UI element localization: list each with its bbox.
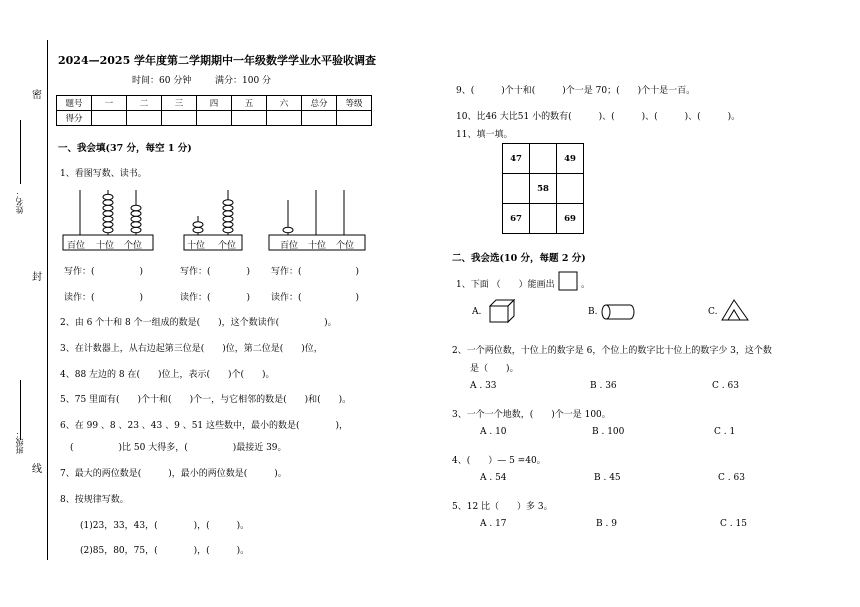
score-cell: 总分 <box>302 96 337 111</box>
cylinder-icon[interactable] <box>600 303 636 321</box>
score-input-cell[interactable] <box>162 111 197 126</box>
score-cell: 三 <box>162 96 197 111</box>
sec2-question-5: 5、12 比（ ）多 3。 <box>452 502 553 512</box>
beads <box>103 194 141 233</box>
sec2-q4-option-b[interactable]: B . 45 <box>594 473 621 483</box>
sec2-q4-option-a[interactable]: A . 54 <box>480 473 507 483</box>
question-1: 1、看图写数、读书。 <box>60 169 147 179</box>
seal-char-feng: 封 <box>32 272 42 283</box>
question-9: 9、( )个十和( )个一是 70；( )个十是一百。 <box>456 86 696 96</box>
score-cell: 五 <box>232 96 267 111</box>
sec2-q4-option-c[interactable]: C . 63 <box>718 473 745 483</box>
score-input-cell[interactable] <box>127 111 162 126</box>
score-cell: 六 <box>267 96 302 111</box>
number-grid <box>502 143 584 234</box>
sec2-q3-option-a[interactable]: A . 10 <box>480 427 507 437</box>
score-table-score-row <box>57 111 372 126</box>
score-table <box>56 95 372 126</box>
sec2-question-3: 3、一个一个地数，( )个一是 100。 <box>452 410 611 420</box>
option-c-label[interactable]: C. <box>708 307 718 317</box>
sec2-q5-option-a[interactable]: A . 17 <box>480 519 507 529</box>
exam-full-score: 满分：100 分 <box>215 76 272 86</box>
seal-char-mi: 密 <box>32 90 42 101</box>
question-7: 7、最大的两位数是( )，最小的两位数是( )。 <box>60 469 287 479</box>
abacus1-label-hundreds: 百位 <box>67 241 86 251</box>
section2-heading: 二、我会选(10 分，每题 2 分) <box>452 253 586 264</box>
question-6a: 6、在 99 、8 、23 、43 、9 、51 这些数中，最小的数是( )， <box>60 421 349 431</box>
abacus1-label-ones: 个位 <box>124 241 143 251</box>
score-cell: 四 <box>197 96 232 111</box>
section1-heading: 一、我会填(37 分，每空 1 分) <box>58 143 192 154</box>
sec2-q2-option-a[interactable]: A . 33 <box>470 381 497 391</box>
sec2-q5-option-c[interactable]: C . 15 <box>720 519 747 529</box>
sec2-question-2: 2、一个两位数，十位上的数字是 6，个位上的数字比十位上的数字少 3，这个数 <box>452 346 772 356</box>
grid-cell: 58 <box>530 174 557 204</box>
score-cell: 一 <box>92 96 127 111</box>
abacus3-label-tens: 十位 <box>308 241 327 251</box>
score-input-cell[interactable] <box>337 111 372 126</box>
grid-cell: 47 <box>503 144 530 174</box>
sec2-q3-option-c[interactable]: C . 1 <box>714 427 736 437</box>
write-blank-2[interactable]: 写作：( ) <box>180 267 251 277</box>
question-5: 5、75 里面有( )个十和( )个一，与它相邻的数是( )和( )。 <box>60 395 352 405</box>
sec2-question-1: 1、下面 （ ）能画出 <box>456 280 555 290</box>
question-8-2: (2)85，80，75，( )，( )。 <box>80 546 250 556</box>
read-blank-1[interactable]: 读作：( ) <box>64 293 144 303</box>
score-cell: 二 <box>127 96 162 111</box>
question-10: 10、比46 大比51 小的数有( )、( )、( )、( )。 <box>456 112 741 122</box>
seal-char-xian: 线 <box>32 464 42 475</box>
grid-cell: 69 <box>557 204 584 234</box>
square-shape-icon <box>558 271 578 291</box>
question-2: 2、由 6 个十和 8 个一组成的数是( )，这个数读作( )。 <box>60 318 337 328</box>
grid-blank-cell[interactable] <box>530 144 557 174</box>
score-table-header-row <box>57 96 372 111</box>
sec2-q5-option-b[interactable]: B . 9 <box>596 519 617 529</box>
grid-blank-cell[interactable] <box>503 174 530 204</box>
name-label: 姓名： <box>15 190 24 214</box>
sec2-q2-option-b[interactable]: B . 36 <box>590 381 617 391</box>
binding-line <box>47 40 48 560</box>
grid-cell: 67 <box>503 204 530 234</box>
option-a-label[interactable]: A. <box>472 307 482 317</box>
abacus1-label-tens: 十位 <box>96 241 115 251</box>
question-11: 11、填一填。 <box>456 130 513 140</box>
exam-time: 时间：60 分钟 <box>132 76 192 86</box>
abacus2-label-tens: 十位 <box>187 241 206 251</box>
question-8-1: (1)23，33，43，( )，( )。 <box>80 521 250 531</box>
grid-cell: 49 <box>557 144 584 174</box>
triangular-prism-icon[interactable] <box>720 298 752 322</box>
name-blank <box>20 120 21 184</box>
score-input-cell[interactable] <box>267 111 302 126</box>
abacus3-label-ones: 个位 <box>336 241 355 251</box>
read-blank-2[interactable]: 读作：( ) <box>180 293 251 303</box>
score-input-cell[interactable] <box>302 111 337 126</box>
question-3: 3、在计数器上，从右边起第三位是( )位，第二位是( )位， <box>60 344 323 354</box>
grid-blank-cell[interactable] <box>557 174 584 204</box>
read-blank-3[interactable]: 读作：( ) <box>271 293 360 303</box>
sec2-q2-option-c[interactable]: C . 63 <box>712 381 739 391</box>
write-blank-1[interactable]: 写作：( ) <box>64 267 144 277</box>
score-cell: 题号 <box>57 96 92 111</box>
class-label: 班级： <box>15 430 24 454</box>
write-blank-3[interactable]: 写作：( ) <box>271 267 360 277</box>
question-8: 8、按规律写数。 <box>60 495 129 505</box>
sec2-question-2-cont: 是（ )。 <box>470 364 519 374</box>
sec2-q3-option-b[interactable]: B . 100 <box>592 427 625 437</box>
score-input-cell[interactable] <box>197 111 232 126</box>
sec2-question-4: 4、( ）— 5 =40。 <box>452 456 546 466</box>
score-cell: 得分 <box>57 111 92 126</box>
question-4: 4、88 左边的 8 在( )位上，表示( )个( )。 <box>60 370 275 380</box>
grid-blank-cell[interactable] <box>530 204 557 234</box>
score-input-cell[interactable] <box>232 111 267 126</box>
question-6b: ( )比 50 大得多，( )最接近 39。 <box>70 443 287 453</box>
option-b-label[interactable]: B. <box>588 307 598 317</box>
cube-icon[interactable] <box>488 298 516 324</box>
sec2-question-1-end: 。 <box>581 280 591 290</box>
score-input-cell[interactable] <box>92 111 127 126</box>
score-cell: 等级 <box>337 96 372 111</box>
abacus2-label-ones: 个位 <box>218 241 237 251</box>
binding-margin <box>0 0 48 607</box>
beads <box>193 200 233 233</box>
abacus3-label-hundreds: 百位 <box>280 241 299 251</box>
exam-title: 2024—2025 学年度第二学期期中一年级数学学业水平验收调查 <box>58 54 377 67</box>
